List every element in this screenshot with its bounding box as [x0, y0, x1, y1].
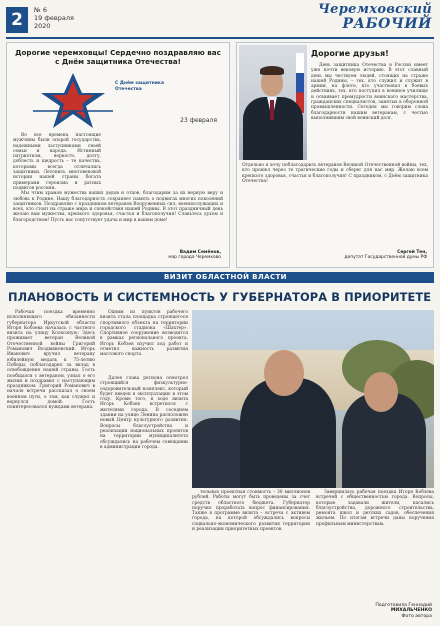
article-paragraph: Далее глава региона осмотрел строящийся физкультурно-оздоровительный комплекс, который будет введен в эксплуатацию в этом году. Кроме того, в ходе визита Игорь Кобзев встретился с жителями города. В соседнем здании на улице Ленина расположен новый Центр культурного развития. Вопросы благоустройства и реализации национальных проектов на территории муниципалитета обсуждались на рабочем совещании в администрации города. [100, 376, 188, 450]
holiday-poster [33, 71, 223, 131]
deputy-paragraph-2: Отдельно я хочу поблагодарить ветеранов Великой Отечественной войны, тех, кто прошел через те трагические годы и сберег для нас мир. Желаю всем крепкого здоровья, счастья и благополучия! С праздником, с Днём защитника Отечества! [242, 163, 428, 184]
article-column-4 [316, 490, 434, 527]
greeting-body [13, 133, 223, 223]
issue-year: 2020 [34, 22, 51, 30]
article-column-1 [7, 310, 95, 411]
deputy-greeting-title: Дорогие друзья! [311, 49, 389, 58]
deputy-signature-name: Сергей Тен, [397, 249, 427, 255]
article-byline [375, 603, 432, 620]
deputy-signature-title: депутат Государственной думы РФ [344, 255, 427, 261]
masthead-line1: Черемховский [317, 2, 432, 17]
page-number: 2 [6, 7, 28, 33]
rubric-label: ВИЗИТ ОБЛАСТНОЙ ВЛАСТИ [164, 273, 287, 281]
article-paragraph: Одним из пунктов рабочего визита стала площадка строящегося спортивного объекта на территории городского стадиона «Шахтер». Спортивное сооружение возводится в рамках регионального проекта. Игорь Кобзев изучил ход работ и отметил важность развития массового спорта. [100, 310, 188, 358]
issue-info [34, 6, 74, 30]
issue-number: № 6 [34, 6, 47, 14]
deputy-portrait-photo [239, 45, 307, 160]
article-paragraph: Завершилась рабочая поездка Игоря Кобзева встречей с общественностью города. Вопросы, которые задавали жители, касались благоустройства, дорожного строительства, ремонта школ и детских садов, обеспечения жильем. По итогам встречи даны поручения профильным министерствам. [316, 490, 434, 527]
issue-date: 19 февраля [34, 14, 74, 22]
header-rule [6, 37, 434, 39]
article-column-3 [192, 490, 310, 532]
deputy-greeting-body-bottom [242, 163, 428, 184]
article-photo [192, 310, 434, 488]
deputy-paragraph-1: День защитника Отечества в России имеет уже почти вековую историю. В этот славный день мы чествуем людей, стоящих на страже нашей Родины, – тех, кто служил и служит в армии, на флоте, кто участвовал в боевых действиях, тех, кто поступил в военное училище и осваивает премудрости воинского мастерства, гражданских специалистов, занятых в оборонной промышленности. Сегодня мы говорим слова благодарности нашим ветеранам, с честью выполнившим свой воинский долг. [311, 63, 428, 121]
section-rubric [6, 272, 434, 283]
byline-photo-credit: Фото автора [401, 614, 432, 620]
article-paragraph: Рабочая поездка временно исполняющего обязанности губернатора Иркутской области Игоря Кобзева началась с частного визита на улицу Колхозную. Здесь проживает ветеран Великой Отечественной войны Григорий Романович Воздвиженский. Игорь Иванович вручил ветерану юбилейную медаль к 75-летию Победы, поблагодарил за вклад в освобождение нашей страны. Гость пообщался с ветераном, узнал о его жизни и поздравил с наступающим праздником. Григорий Романович в начале встречи рассказал о своем военном пути, о том, как служил и вернулся домой. Гость поинтересовался нуждами ветерана. [7, 310, 95, 411]
signature-name: Вадим Семёнов, [179, 249, 221, 255]
article-headline: ПЛАНОВОСТЬ И СИСТЕМНОСТЬ У ГУБЕРНАТОРА В ПРИОРИТЕТЕ [8, 290, 432, 304]
mayor-signature [168, 250, 221, 261]
greeting-paragraph-wide: Мы чтим храмов мужества ваших дедов и отцов, благодарим за их верную веру и любовь к Родине. Нашу благодарность сохраняет память о подвигах многих поколений защитников. Поздравляю с праздником ветеранов Вооруженных сил, военнослужащих и всех, кто стоит на страже мира и спокойствия нашей Родины. В этот праздничный день желаю вам мужества, крепкого здоровья, счастья и благополучия! Славьтесь духом и благородством! Пусть вас сопутствует удача и мир в вашем доме! [13, 191, 223, 223]
deputy-greeting-body-top [311, 63, 428, 121]
article-column-2b [100, 376, 188, 450]
article-paragraph: тельных проектная стоимость – 30 миллионов рублей. Работы могут быть проведены за счет средств областного бюджета. Губернатор поручил проработать вопрос финансирования. Также в программе визита – встреча с активом города, на которой обсуждались вопросы социально-экономического развития территории и реализации приоритетных проектов. [192, 490, 310, 533]
signature-title: мэр города Черемхово [168, 255, 221, 261]
article-column-2 [100, 310, 188, 358]
masthead [318, 3, 432, 31]
poster-title: С Днём защитника Отечества [115, 81, 165, 92]
byline-prefix: Подготовила Геннадий [375, 602, 432, 608]
greeting-paragraph-narrow: Во все времена настоящие мужчины были опорой государства, надежными заступниками своей семьи и народа. Истинный патриотизм, верность долгу, доблесть и щедрость – те качества, которыми всегда отличались защитники. Летопись многовековой истории нашей страны богата примерами героизма и ратных подвигов россиян. [13, 133, 101, 191]
greeting-title: Дорогие черемховцы! Сердечно поздравляю вас с Днём защитника Отечества! [15, 48, 221, 66]
poster-date: 23 февраля [180, 117, 217, 124]
masthead-line2: РАБОЧИЙ [342, 16, 432, 32]
mayor-greeting-box [6, 42, 230, 268]
red-star-icon [33, 71, 113, 131]
byline-name: МИХАЛЬЧЕНКО [390, 608, 432, 614]
deputy-greeting-box [236, 42, 434, 268]
deputy-signature [345, 250, 427, 261]
